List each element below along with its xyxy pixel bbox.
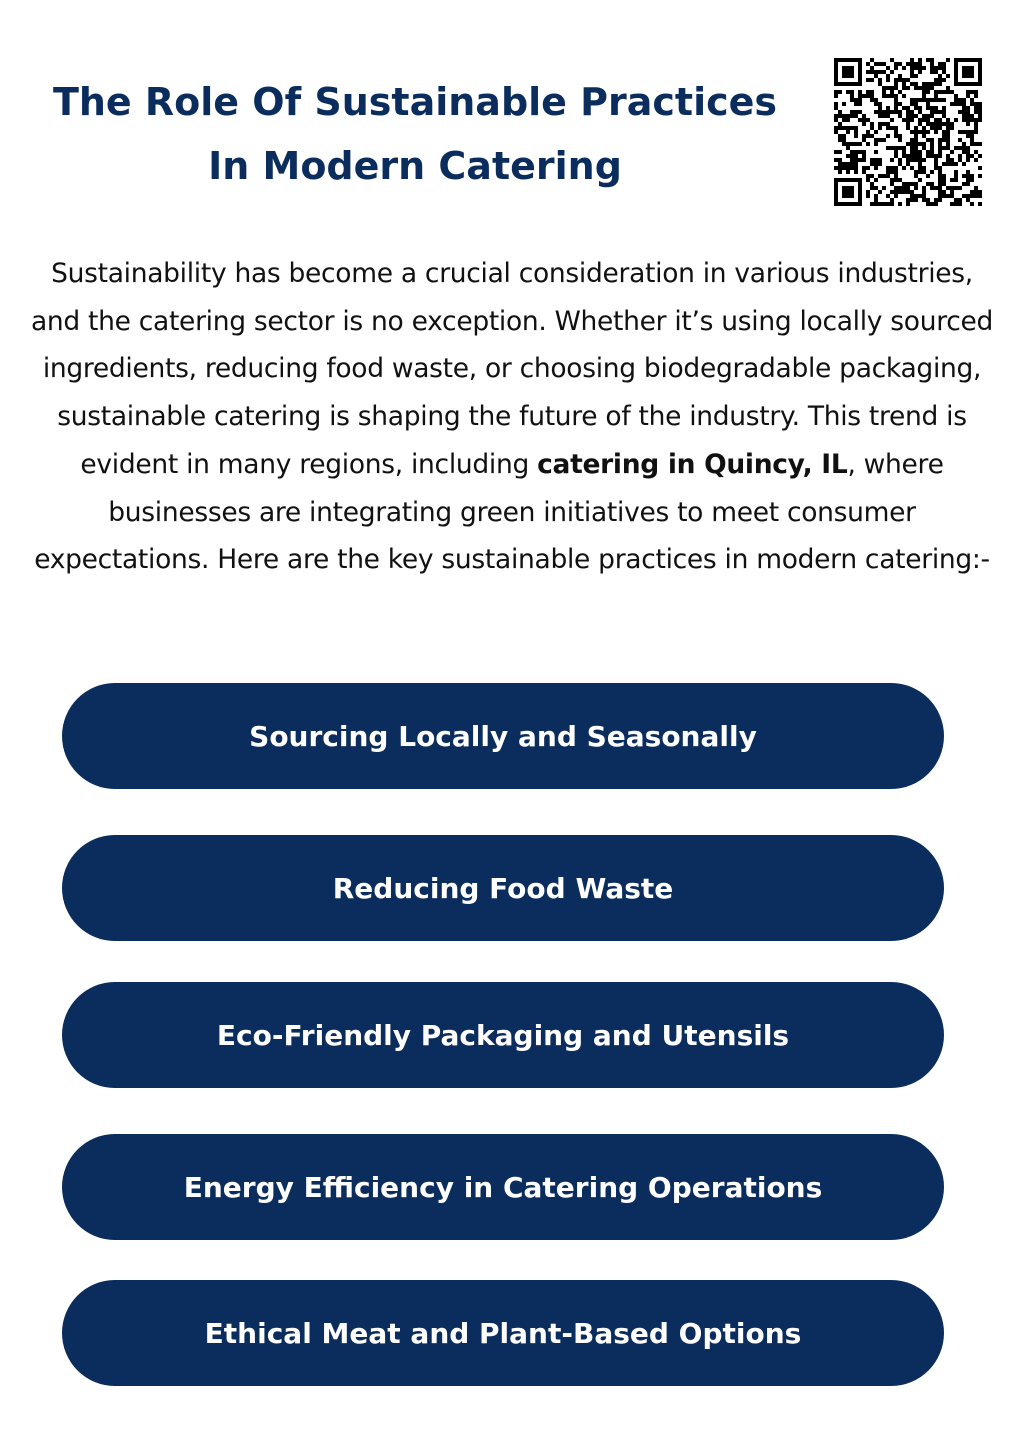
practice-button-ethical-meat[interactable]: [62, 1280, 944, 1386]
page-title-line-2: In Modern Catering: [208, 144, 622, 188]
practice-label: Sourcing Locally and Seasonally: [249, 719, 757, 753]
qr-code-icon[interactable]: [834, 58, 982, 206]
practice-label: Eco-Friendly Packaging and Utensils: [216, 1018, 790, 1052]
intro-text-end: , where businesses are integrating green initiatives to meet consumer expectations. Here are the key sustainable practices in modern catering:-: [34, 448, 990, 576]
qr-code-graphic: [834, 58, 982, 206]
practice-button-energy[interactable]: [62, 1134, 944, 1240]
practice-label: Energy Efficiency in Catering Operations: [183, 1170, 823, 1204]
intro-paragraph: [30, 250, 994, 584]
practice-button-packaging[interactable]: [62, 982, 944, 1088]
page-title-line-1: The Role Of Sustainable Practices: [52, 80, 778, 124]
catering-quincy-link[interactable]: catering in Quincy, IL: [537, 448, 848, 480]
page-title: [20, 70, 810, 198]
practice-button-sourcing[interactable]: [62, 683, 944, 789]
practice-button-food-waste[interactable]: [62, 835, 944, 941]
intro-text-start: Sustainability has become a crucial consideration in various industries, and the catering sector is no exception. Whether it’s using locally sourced ingredients, reducing food waste, or choosing biodegradable packaging, sustainable catering is shaping the future of the industry. This trend is evident in many regions, including: [30, 258, 994, 480]
practice-label: Ethical Meat and Plant-Based Options: [204, 1316, 802, 1350]
practice-label: Reducing Food Waste: [332, 871, 674, 905]
